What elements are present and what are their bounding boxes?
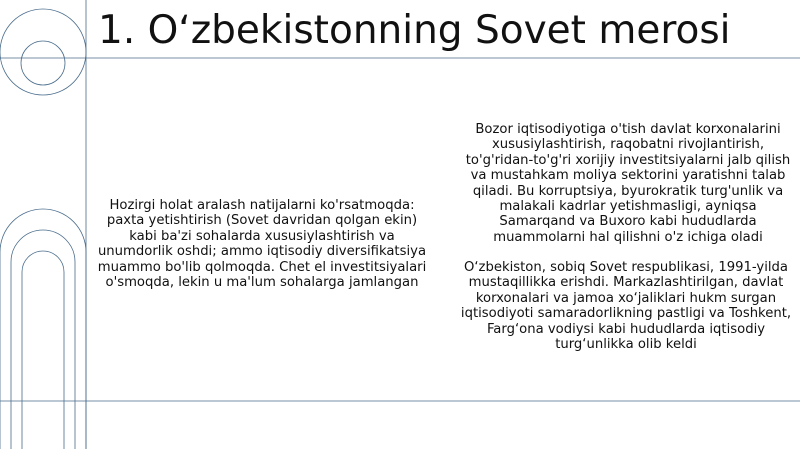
slide-title: 1. O‘zbekistonning Sovet merosi bbox=[98, 8, 731, 53]
decor-arch-innermost bbox=[22, 251, 64, 449]
decor-arch-outer bbox=[0, 209, 86, 449]
right-bottom-text-block: O‘zbekiston, sobiq Sovet respublikasi, 1991-yilda mustaqillikka erishdi. Markazlashtirilgan, davlat korxonalari va jamoa xo‘jaliklari hukm surgan iqtisodiyoti samaradorlikning pastligi va Toshkent, Farg‘ona vodiysi kabi hududlarda iqtisodiy turg‘unlikka olib keldi bbox=[460, 260, 792, 353]
left-text-block: Hozirgi holat aralash natijalarni ko'rsatmoqda: paxta yetishtirish (Sovet davridan qolgan ekin) kabi ba'zi sohalarda xususiylashtirish va unumdorlik oshdi; ammo iqtisodiy diversifikatsiya muammo bo'lib qolmoqda. Chet el investitsiyalari o'smoqda, lekin u ma'lum sohalarga jamlangan bbox=[97, 198, 427, 291]
decor-arch-inner bbox=[11, 230, 75, 449]
decor-circle-large bbox=[0, 9, 86, 95]
right-top-text-block: Bozor iqtisodiyotiga o'tish davlat korxonalarini xususiylashtirish, raqobatni rivojlantirish, to'g'ridan-to'g'ri xorijiy investitsiyalarni jalb qilish va mustahkam moliya sektorini yaratishni talab qiladi. Bu korruptsiya, byurokratik turg'unlik va malakali kadrlar yetishmasligi, ayniqsa Samarqand va Buxoro kabi hududlarda muammolarni hal qilishni o'z ichiga oladi bbox=[465, 122, 791, 245]
decor-circle-small bbox=[21, 41, 65, 85]
